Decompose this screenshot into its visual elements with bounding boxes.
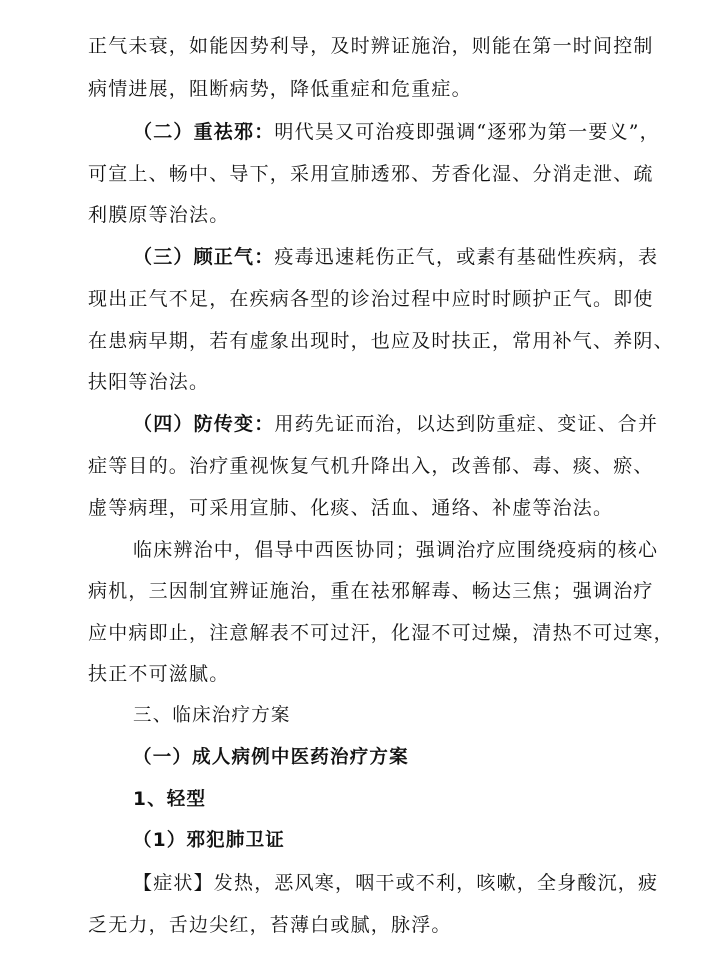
- text-line: 应中病即止，注意解表不可过汗，化湿不可过燥，清热不可过寒，: [88, 622, 674, 644]
- text-line: 症等目的。治疗重视恢复气机升降出入，改善郁、毒、痰、瘀、: [88, 455, 654, 477]
- paragraph-heading: （三）顾正气：: [133, 246, 275, 268]
- paragraph-heading-line: [133, 245, 658, 269]
- text-line: 正气未衰，如能因势利导，及时辨证施治，则能在第一时间控制: [88, 35, 654, 57]
- subsection-heading: 1、轻型: [133, 789, 207, 810]
- text-line: 病机，三因制宜辨证施治，重在祛邪解毒、畅达三焦；强调治疗: [88, 580, 654, 602]
- text-line: 虚等病理，可采用宣肺、化痰、活血、通络、补虚等治法。: [88, 497, 614, 519]
- subsection-heading: （1）邪犯肺卫证: [133, 830, 285, 851]
- paragraph-heading-line: [133, 120, 660, 144]
- text-line: 在患病早期，若有虚象出现时，也应及时扶正，常用补气、养阴、: [88, 330, 674, 352]
- paragraph-text: 疫毒迅速耗伤正气，或素有基础性疾病，表: [274, 246, 659, 268]
- text-line: 扶阳等治法。: [88, 371, 210, 393]
- text-line: 利膜原等治法。: [88, 204, 230, 226]
- text-line: 临床辨治中，倡导中西医协同；强调治疗应围绕疫病的核心: [133, 539, 659, 561]
- text-line: 乏无力，舌边尖红，苔薄白或腻，脉浮。: [88, 914, 452, 936]
- paragraph-heading: （四）防传变：: [133, 413, 275, 435]
- text-line: 可宣上、畅中、导下，采用宣肺透邪、芳香化湿、分消走泄、疏: [88, 163, 654, 185]
- text-line: 扶正不可滋腻。: [88, 663, 230, 685]
- section-heading: 三、临床治疗方案: [133, 705, 291, 726]
- text-line: 病情进展，阻断病势，降低重症和危重症。: [88, 78, 472, 100]
- paragraph-text: 明代吴又可治疫即强调“逐邪为第一要义”，: [274, 121, 660, 143]
- paragraph-text: 用药先证而治，以达到防重症、变证、合并: [274, 413, 659, 435]
- text-line: 现出正气不足，在疾病各型的诊治过程中应时时顾护正气。即使: [88, 288, 654, 310]
- paragraph-heading: （二）重祛邪：: [133, 121, 275, 143]
- paragraph-heading-line: [133, 412, 658, 436]
- subsection-heading: （一）成人病例中医药治疗方案: [133, 747, 409, 768]
- text-line: 【症状】发热，恶风寒，咽干或不利，咳嗽，全身酸沉，疲: [133, 872, 659, 894]
